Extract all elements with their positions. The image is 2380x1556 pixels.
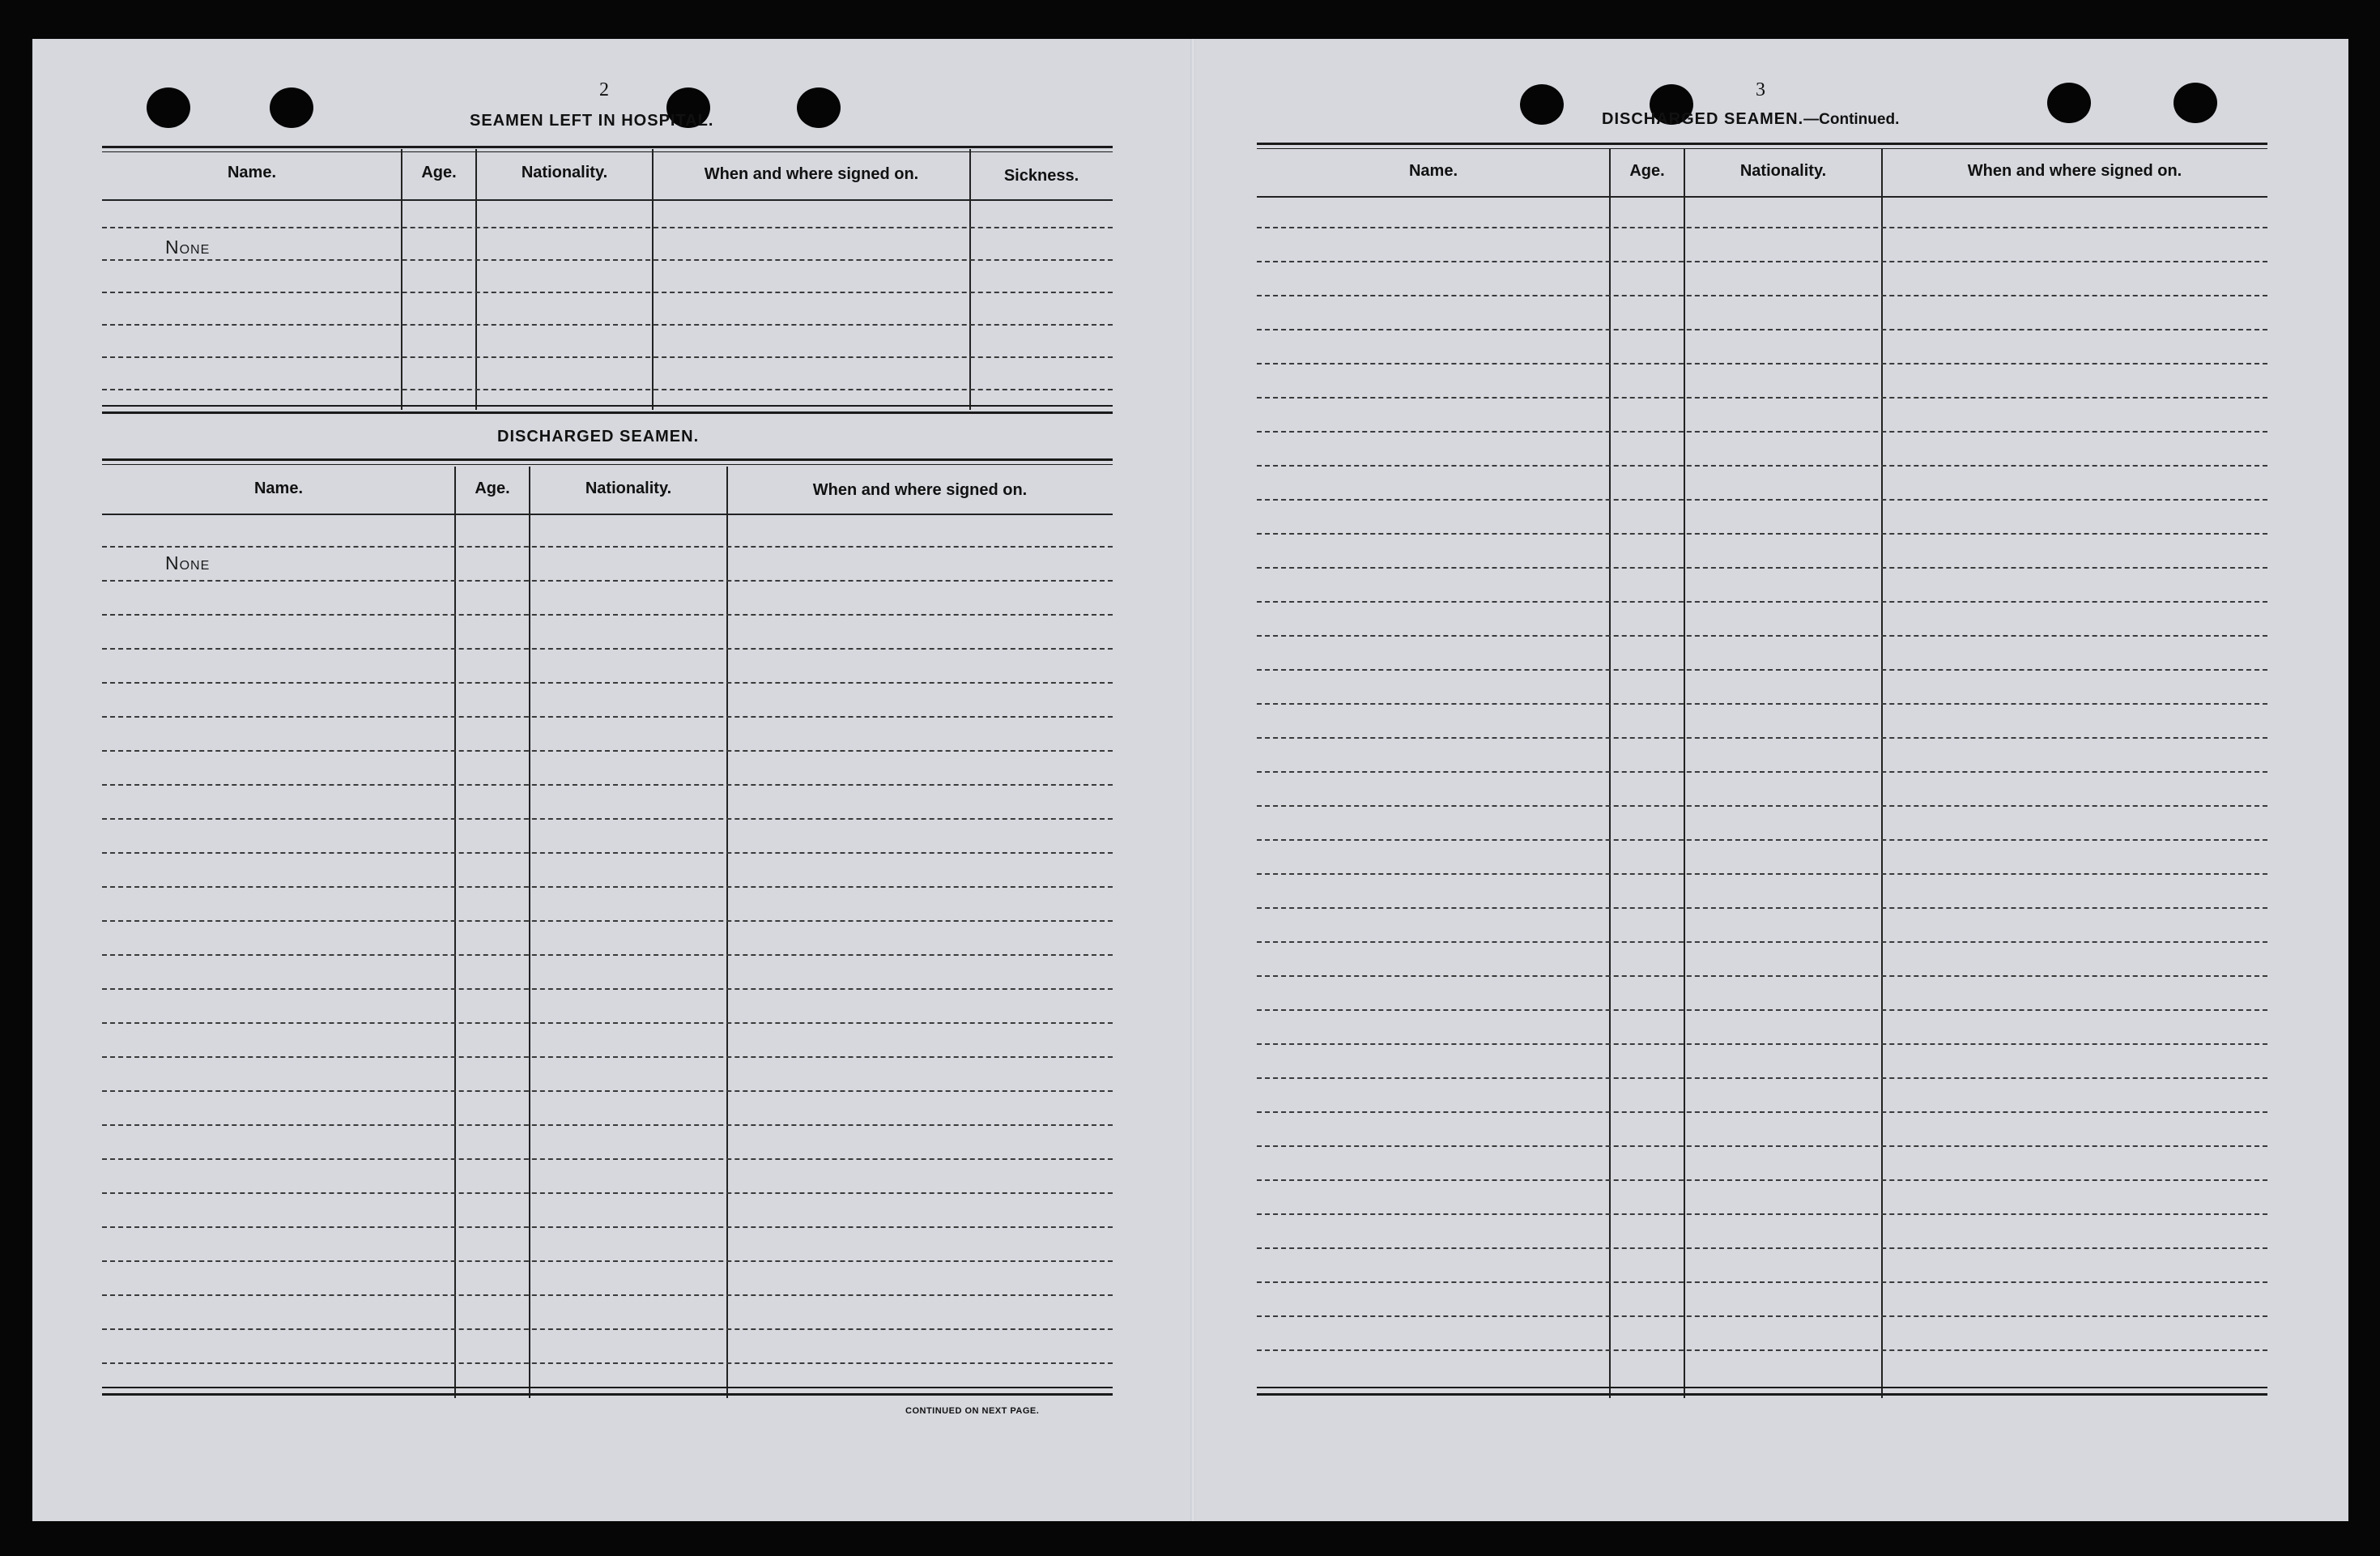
discharged-table bbox=[102, 458, 1113, 1401]
col-signed-on: When and where signed on. bbox=[812, 481, 1028, 499]
hospital-entry-none: None bbox=[165, 237, 211, 258]
col-age: Age. bbox=[421, 164, 457, 181]
discharged-section-title: DISCHARGED SEAMEN. bbox=[497, 428, 700, 445]
col-sickness: Sickness. bbox=[1003, 167, 1079, 185]
discharged-continued-table bbox=[1257, 143, 2267, 1401]
punch-hole bbox=[797, 87, 841, 128]
discharged-continued-title bbox=[1602, 110, 1899, 129]
col-age: Age. bbox=[1629, 162, 1665, 180]
punch-hole bbox=[1520, 84, 1564, 125]
col-age: Age. bbox=[475, 480, 510, 497]
continued-footer: CONTINUED ON NEXT PAGE. bbox=[905, 1406, 1040, 1416]
col-nationality: Nationality. bbox=[585, 480, 672, 497]
col-nationality: Nationality. bbox=[1739, 162, 1827, 180]
punch-hole bbox=[2174, 83, 2217, 123]
col-name: Name. bbox=[253, 480, 304, 497]
col-nationality: Nationality. bbox=[521, 164, 608, 181]
hospital-section-title: SEAMEN LEFT IN HOSPITAL. bbox=[470, 112, 714, 130]
page-number: 2 bbox=[599, 79, 609, 100]
col-name: Name. bbox=[227, 164, 277, 181]
punch-hole bbox=[147, 87, 190, 128]
col-signed-on: When and where signed on. bbox=[1967, 162, 2182, 180]
page-fold bbox=[1190, 39, 1195, 1521]
title-continued: —Continued. bbox=[1803, 111, 1900, 128]
punch-hole bbox=[2047, 83, 2091, 123]
page-number: 3 bbox=[1756, 79, 1765, 100]
title-main: DISCHARGED SEAMEN. bbox=[1602, 110, 1804, 128]
punch-hole bbox=[270, 87, 313, 128]
hospital-table bbox=[102, 146, 1113, 415]
discharged-entry-none: None bbox=[165, 552, 211, 573]
col-signed-on: When and where signed on. bbox=[704, 165, 919, 183]
col-name: Name. bbox=[1408, 162, 1458, 180]
